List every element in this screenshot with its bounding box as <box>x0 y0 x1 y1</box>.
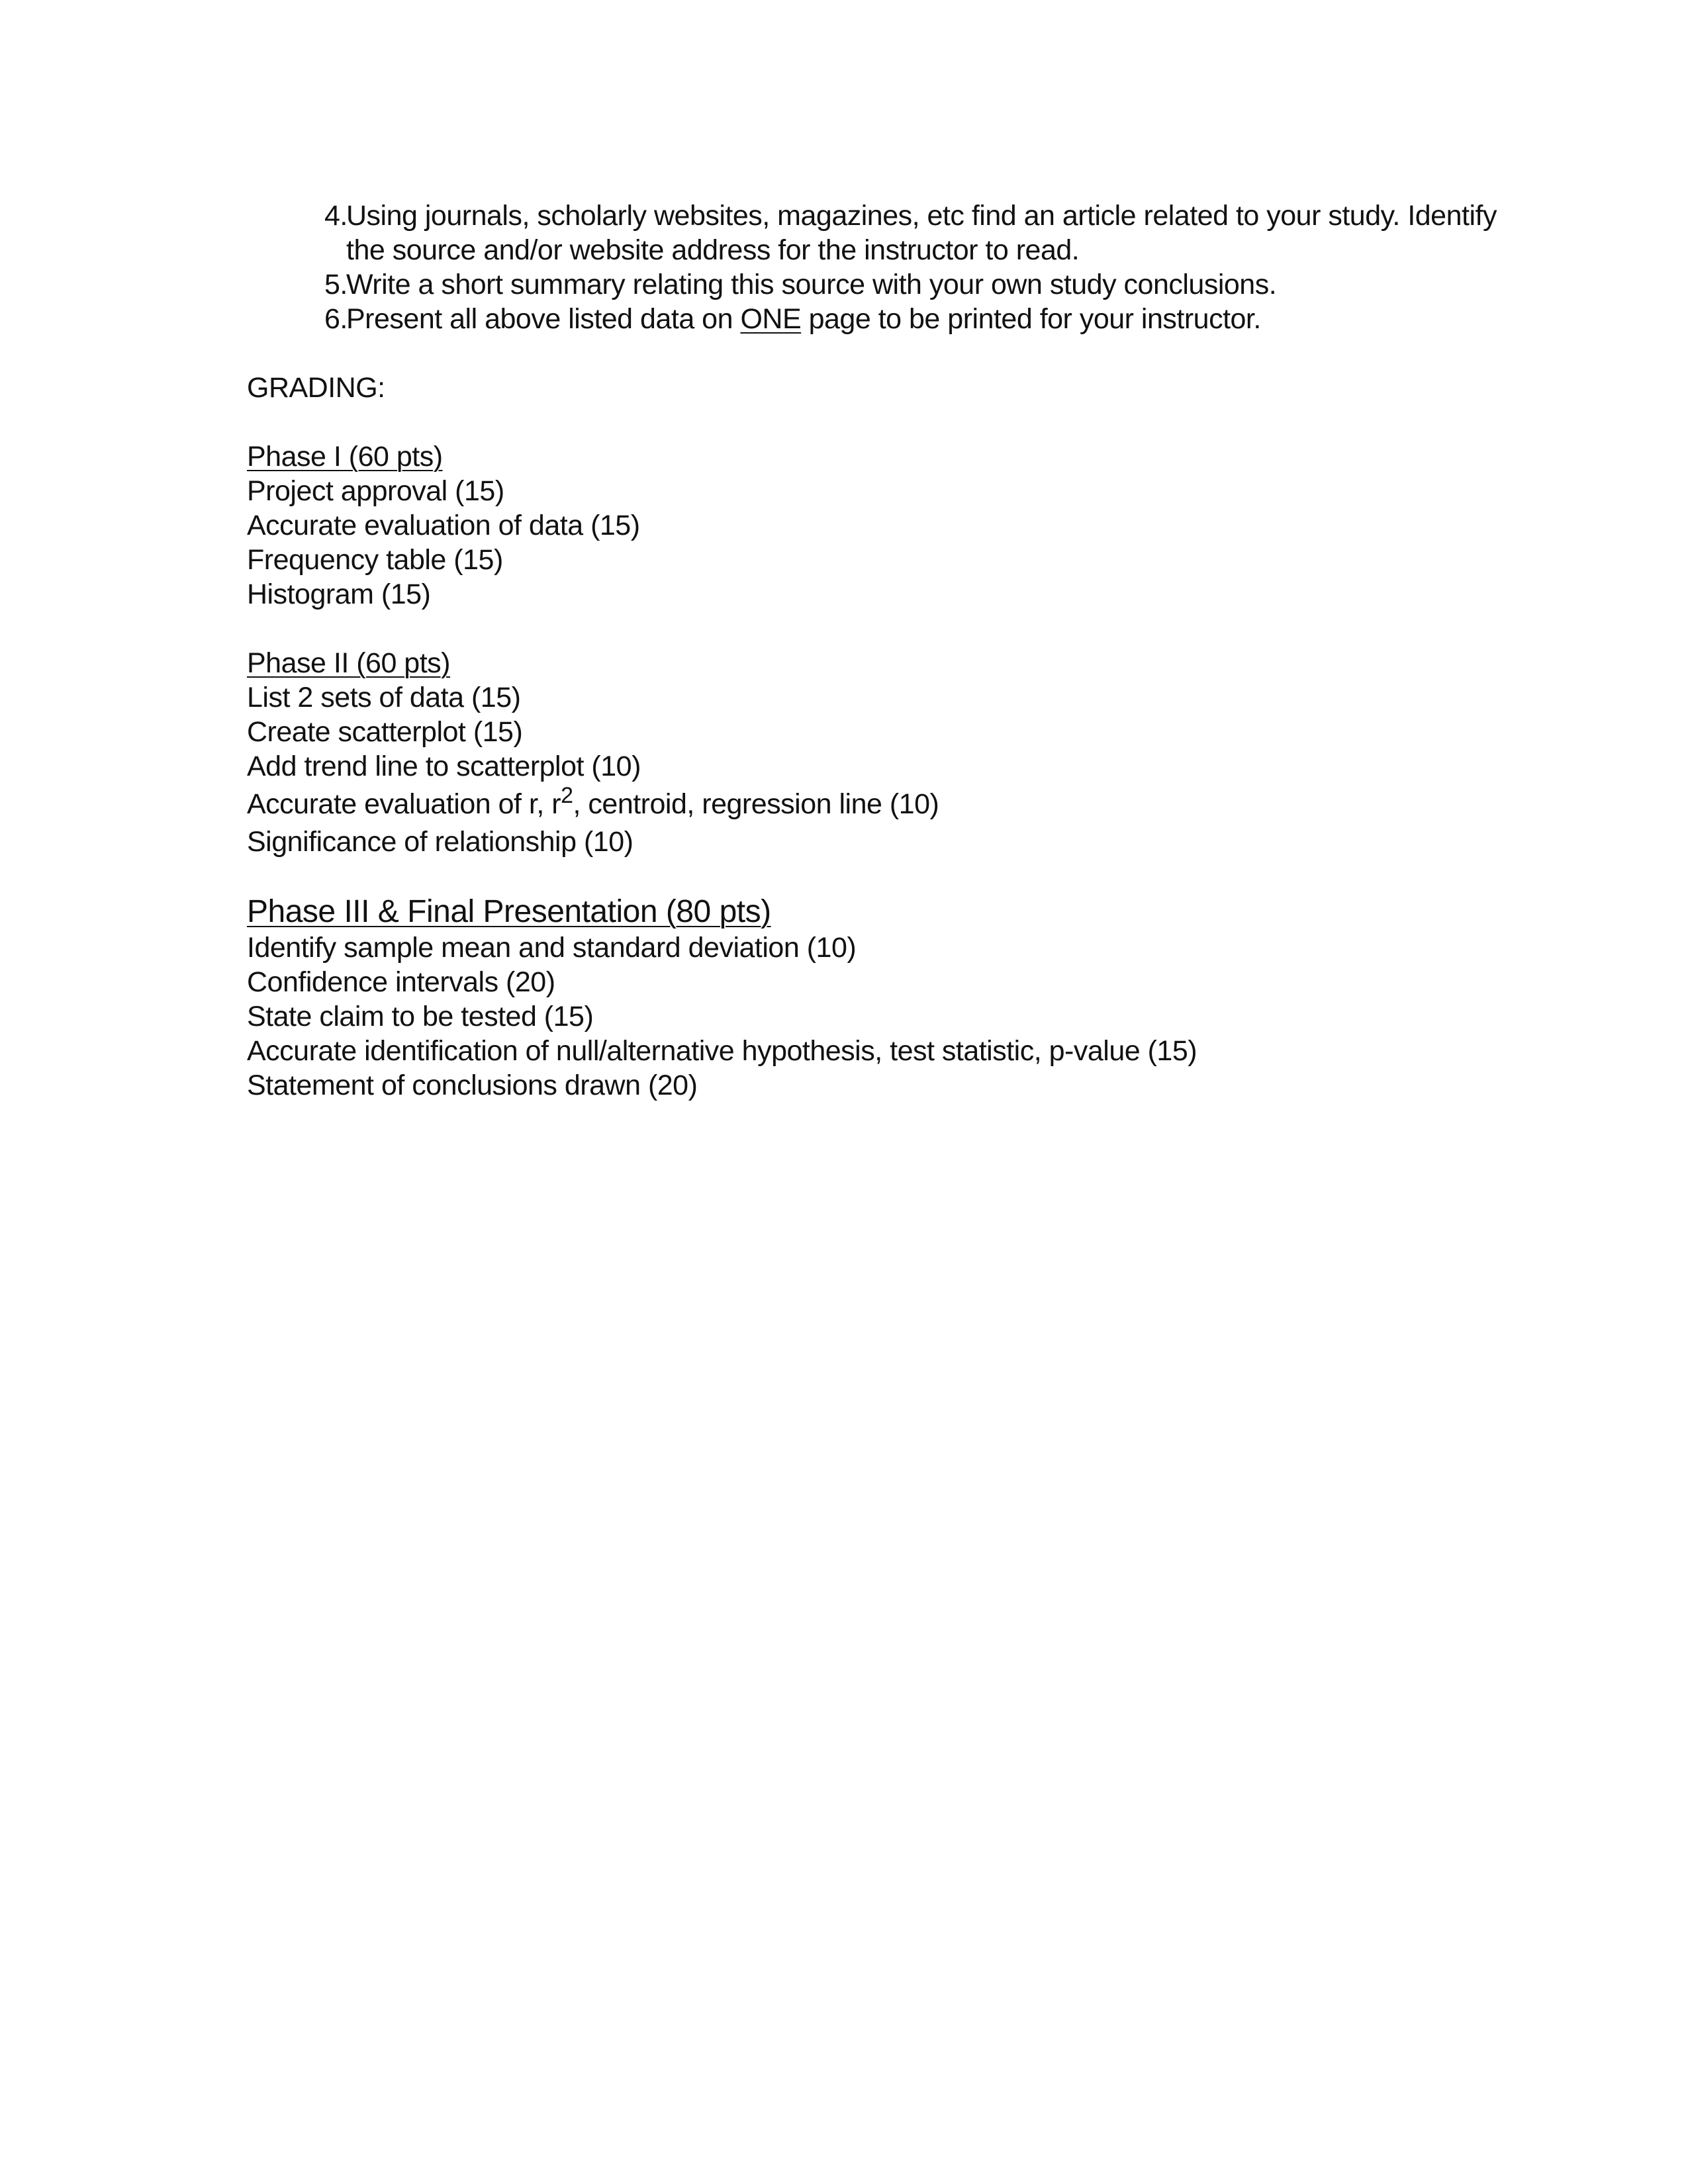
document-content <box>247 199 1505 1103</box>
instruction-item <box>247 267 1505 302</box>
grading-item: Accurate evaluation of data (15) <box>247 510 640 541</box>
grading-item: Accurate evaluation of r, $r^2$, centroid, regression line (10) <box>247 783 939 820</box>
instruction-text: Present all above listed data on ONE page to be printed for your instructor. <box>346 303 1261 335</box>
grading-item: Histogram (15) <box>247 578 431 610</box>
instruction-text: Using journals, scholarly websites, magazines, etc find an article related to your study. Identify the source and/or website address for the instructor to read. <box>346 200 1497 266</box>
grading-item: Create scatterplot (15) <box>247 716 523 748</box>
phase1-section <box>247 439 1505 612</box>
phase2-title: Phase II (60 pts) <box>247 647 450 679</box>
instruction-text: Write a short summary relating this source with your own study conclusions. <box>346 269 1277 300</box>
phase3-title: Phase III & Final Presentation (80 pts) <box>247 894 771 929</box>
grading-item: Project approval (15) <box>247 475 504 507</box>
grading-item: Identify sample mean and standard deviation (10) <box>247 932 857 964</box>
grading-item: List 2 sets of data (15) <box>247 682 521 713</box>
instruction-list <box>247 199 1505 336</box>
grading-item: Statement of conclusions drawn (20) <box>247 1069 698 1101</box>
phase3-section <box>247 893 1505 1103</box>
instruction-number: 5. <box>324 269 348 300</box>
instruction-number: 4. <box>324 200 348 232</box>
grading-heading: GRADING: <box>247 372 385 404</box>
phase1-title: Phase I (60 pts) <box>247 441 443 473</box>
instruction-item <box>247 199 1505 267</box>
grading-item: Accurate identification of null/alternative hypothesis, test statistic, p-value (15) <box>247 1035 1197 1067</box>
emphasis-one: ONE <box>740 303 802 335</box>
grading-item: Frequency table (15) <box>247 544 503 576</box>
instruction-number: 6. <box>324 303 348 335</box>
phase2-section <box>247 646 1505 859</box>
instruction-item <box>247 302 1505 336</box>
grading-item: State claim to be tested (15) <box>247 1001 594 1032</box>
grading-item: Confidence intervals (20) <box>247 966 555 998</box>
grading-item: Significance of relationship (10) <box>247 826 633 858</box>
grading-item: Add trend line to scatterplot (10) <box>247 751 641 782</box>
superscript-two: 2 <box>561 783 573 808</box>
